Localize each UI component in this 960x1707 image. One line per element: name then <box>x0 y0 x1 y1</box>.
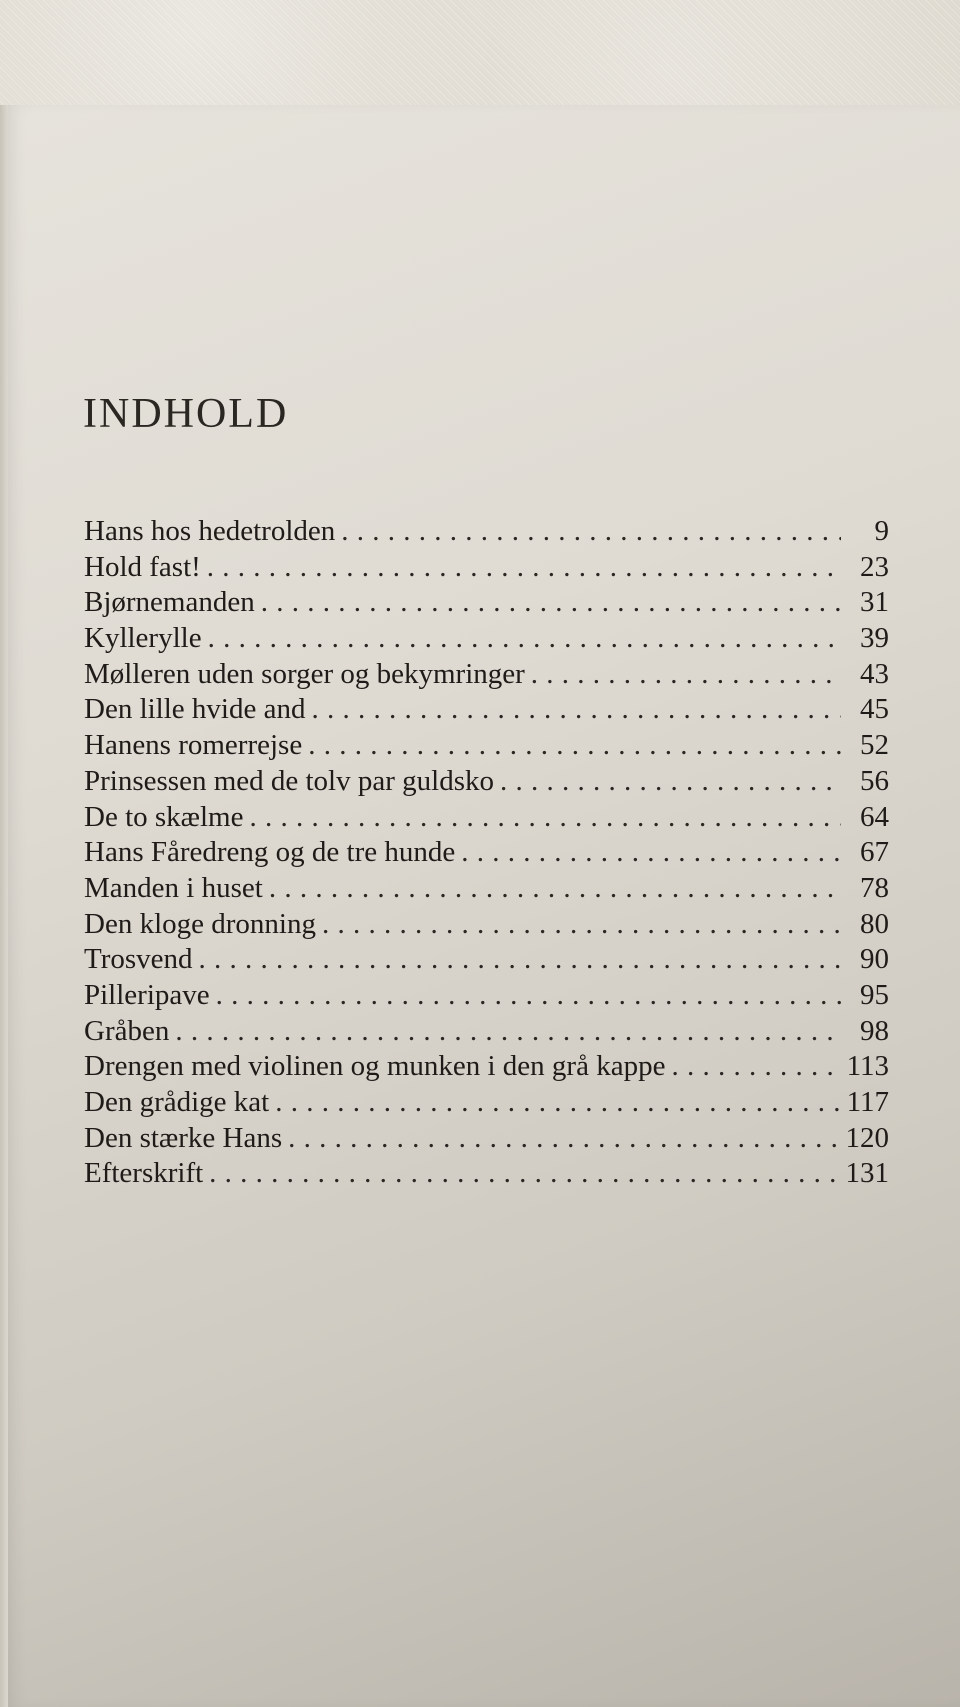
toc-entry-page: 78 <box>860 871 889 904</box>
dot-leader <box>500 765 841 798</box>
toc-entry-page: 64 <box>860 800 889 833</box>
toc-entry <box>84 551 889 587</box>
dot-leader <box>207 551 841 584</box>
toc-entry-page: 95 <box>860 978 889 1011</box>
dot-leader <box>671 1050 838 1083</box>
page-edge <box>0 105 8 1707</box>
toc-entry-title: Drengen med violinen og munken i den grå kappe <box>84 1050 666 1083</box>
toc-entry <box>84 1122 889 1158</box>
toc-entry-title: Den kloge dronning <box>84 907 316 940</box>
toc-entry-page: 117 <box>846 1086 889 1118</box>
toc-entry <box>84 729 889 765</box>
toc-entry <box>84 1086 889 1122</box>
toc-entry-page: 56 <box>860 764 889 797</box>
toc-entry <box>84 1015 889 1051</box>
toc-entry-page: 23 <box>860 550 889 583</box>
toc-entry-page: 120 <box>845 1121 889 1154</box>
toc-entry-page: 43 <box>860 657 889 690</box>
toc-entry-page: 98 <box>860 1014 889 1047</box>
toc-entry <box>84 836 889 872</box>
toc-entry-page: 90 <box>860 943 889 976</box>
toc-entry <box>84 586 889 622</box>
dot-leader <box>269 872 841 905</box>
toc-entry-title: Den grådige kat <box>84 1086 270 1118</box>
dot-leader <box>311 693 841 726</box>
toc-entry <box>84 658 889 694</box>
toc-entry-title: Den lille hvide and <box>84 693 306 726</box>
dot-leader <box>461 836 841 869</box>
toc-entry-page: 39 <box>860 622 889 655</box>
toc-entry-title: Hanens romerrejse <box>84 729 303 762</box>
toc-entry-title: De to skælme <box>84 800 244 833</box>
dot-leader <box>531 658 841 691</box>
toc-entry-title: Efterskrift <box>84 1157 204 1190</box>
toc-entry-title: Den stærke Hans <box>84 1121 283 1154</box>
toc-entry <box>84 801 889 837</box>
dot-leader <box>175 1015 841 1048</box>
table-of-contents <box>84 515 889 1193</box>
toc-entry-page: 67 <box>860 836 889 869</box>
dot-leader <box>275 1086 838 1119</box>
toc-entry-page: 113 <box>846 1050 889 1083</box>
toc-entry-title: Trosvend <box>84 943 193 976</box>
toc-entry-title: Hans Fåredreng og de tre hunde <box>84 836 456 869</box>
dot-leader <box>261 586 841 619</box>
dot-leader <box>288 1122 837 1155</box>
toc-entry <box>84 943 889 979</box>
toc-entry-title: Hold fast! <box>84 550 201 583</box>
toc-entry-title: Mølleren uden sorger og bekymringer <box>84 657 525 690</box>
toc-entry-title: Kyllerylle <box>84 622 202 655</box>
toc-entry-title: Gråben <box>84 1014 170 1047</box>
dot-leader <box>308 729 841 762</box>
toc-entry-title: Prinsessen med de tolv par guldsko <box>84 764 494 797</box>
toc-entry <box>84 765 889 801</box>
dot-leader <box>209 1157 837 1190</box>
dot-leader <box>208 622 841 655</box>
dot-leader <box>216 979 841 1012</box>
toc-heading: INDHOLD <box>83 391 289 437</box>
toc-entry-title: Bjørnemanden <box>84 586 255 619</box>
toc-entry-title: Hans hos hedetrolden <box>84 515 336 547</box>
dot-leader <box>322 908 841 941</box>
dot-leader <box>199 943 841 976</box>
toc-entry-title: Manden i huset <box>84 871 263 904</box>
toc-entry-page: 52 <box>860 729 889 762</box>
toc-entry <box>84 979 889 1015</box>
toc-entry <box>84 622 889 658</box>
toc-entry <box>84 515 889 551</box>
toc-entry <box>84 693 889 729</box>
toc-entry <box>84 1050 889 1086</box>
dot-leader <box>341 515 841 548</box>
toc-entry-page: 45 <box>860 693 889 726</box>
toc-entry-page: 9 <box>874 515 889 547</box>
toc-entry <box>84 1157 889 1193</box>
toc-entry-page: 31 <box>860 586 889 619</box>
toc-entry-page: 131 <box>845 1157 889 1190</box>
dot-leader <box>250 801 842 834</box>
toc-entry <box>84 908 889 944</box>
toc-entry-page: 80 <box>860 907 889 940</box>
toc-entry-title: Pilleripave <box>84 978 210 1011</box>
background-surface <box>0 0 960 115</box>
toc-entry <box>84 872 889 908</box>
